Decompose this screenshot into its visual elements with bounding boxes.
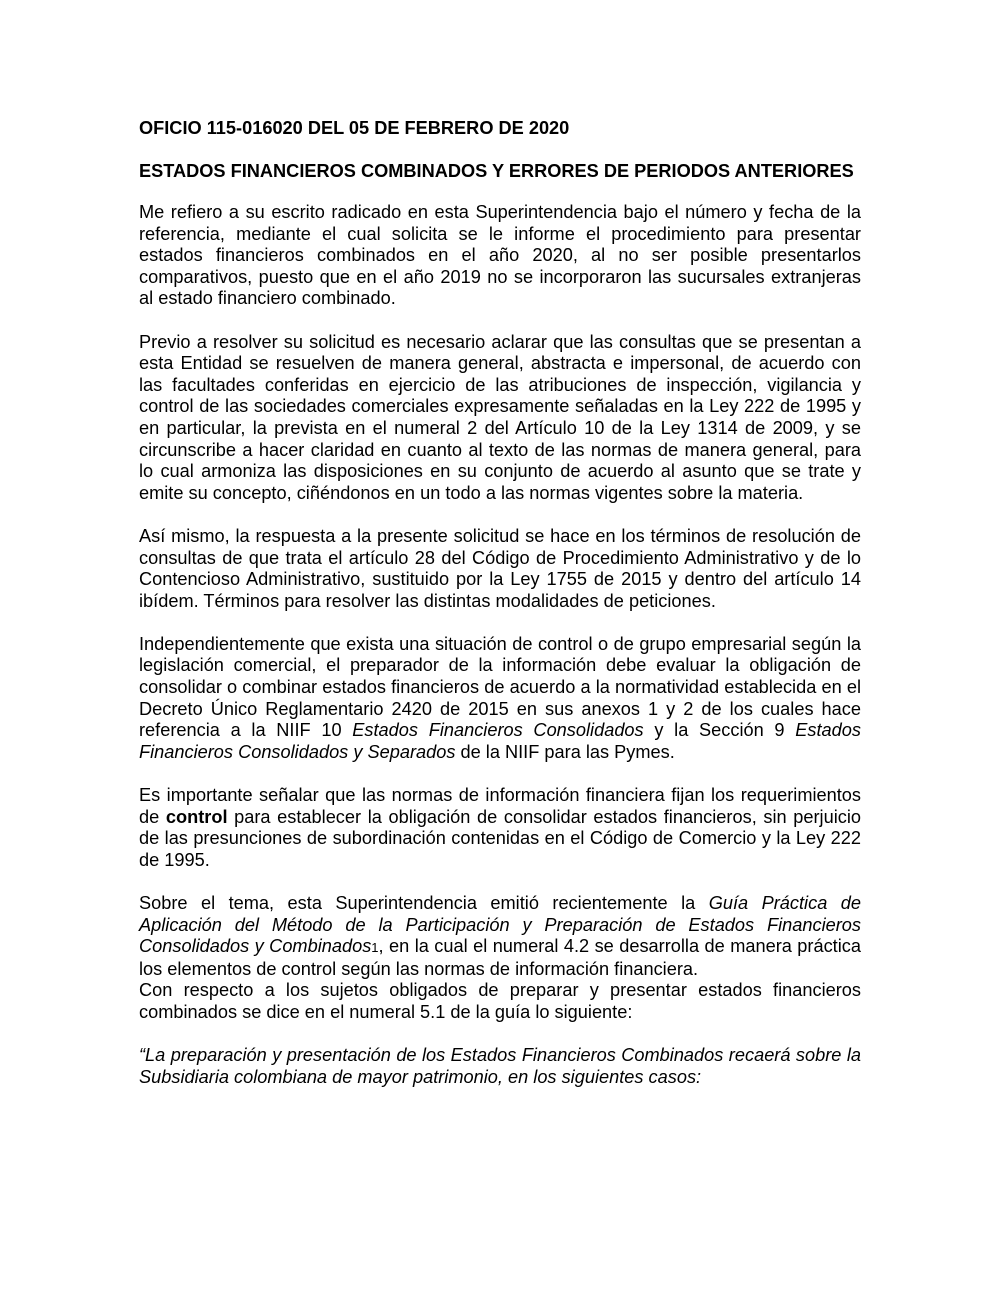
paragraph-4-text-a: Independientemente que exista una situación de control o de grupo empresarial según la legislación comercial, el preparador de la información debe evaluar la obligación de consolidar o combinar estados financieros de acuerdo a la normatividad establecida en el Decreto Único Reglamentario 2420 de 2015 en sus anexos 1 y 2 de los cuales hace referencia a la NIIF 10 bbox=[139, 633, 861, 741]
paragraph-4-text-c: y la Sección 9 bbox=[643, 720, 796, 741]
control-term: control bbox=[165, 806, 228, 827]
oficio-heading: OFICIO 115-016020 DEL 05 DE FEBRERO DE 2020 bbox=[139, 118, 570, 138]
quote-paragraph bbox=[139, 1045, 861, 1088]
paragraph-6-text-c: , en la cual el numeral 4.2 se desarrolla de manera práctica los elementos de control según las normas de información financiera. bbox=[139, 936, 861, 979]
paragraph-4-text-e: de la NIIF para las Pymes. bbox=[455, 741, 675, 762]
footnote-reference: 1 bbox=[371, 940, 379, 956]
paragraph-5 bbox=[139, 785, 861, 871]
quote-text: “La preparación y presentación de los Estados Financieros Combinados recaerá sobre la Subsidiaria colombiana de mayor patrimonio, en los siguientes casos: bbox=[139, 1045, 861, 1087]
paragraph-1: Me refiero a su escrito radicado en esta Superintendencia bajo el número y fecha de la referencia, mediante el cual solicita se le informe el procedimiento para presentar estados financieros combinados en el año 2020, al no ser posible presentarlos comparativos, puesto que en el año 2019 no se incorporaron las sucursales extranjeras al estado financiero combinado. bbox=[139, 202, 861, 309]
paragraph-2: Previo a resolver su solicitud es necesario aclarar que las consultas que se presentan a esta Entidad se resuelven de manera general, abstracta e impersonal, de acuerdo con las facultades conferidas en ejercicio de las atribuciones de inspección, vigilancia y control de las sociedades comerciales expresamente señaladas en la Ley 222 de 1995 y en particular, la prevista en el numeral 2 del Artículo 10 de la Ley 1314 de 2009, y se circunscribe a hacer claridad en cuanto al texto de las normas de manera general, para lo cual armoniza las disposiciones en su conjunto de acuerdo al asunto que se trate y emite su concepto, ciñéndonos en un todo a las normas vigentes sobre la materia. bbox=[139, 331, 861, 503]
guia-title: Guía Práctica de Aplicación del Método de la Participación y Preparación de Estados Financieros Consolidados y Combinados bbox=[139, 893, 861, 957]
paragraph-6-text-a: Sobre el tema, esta Superintendencia emitió recientemente la bbox=[139, 893, 709, 913]
paragraph-5-text-c: para establecer la obligación de consolidar estados financieros, sin perjuicio de las presunciones de subordinación contenidas en el Código de Comercio y la Ley 222 de 1995. bbox=[139, 806, 861, 870]
seccion9-title: Estados Financieros Consolidados y Separados bbox=[139, 720, 861, 762]
niif10-title: Estados Financieros Consolidados bbox=[352, 720, 644, 741]
paragraph-4 bbox=[139, 634, 861, 764]
document-page bbox=[139, 116, 861, 1110]
paragraph-7: Con respecto a los sujetos obligados de preparar y presentar estados financieros combinados se dice en el numeral 5.1 de la guía lo siguiente: bbox=[139, 980, 861, 1022]
paragraph-5-text-a: Es importante señalar que las normas de información financiera fijan los requerimientos de bbox=[139, 785, 861, 827]
paragraph-3: Así mismo, la respuesta a la presente solicitud se hace en los términos de resolución de consultas de que trata el artículo 28 del Código de Procedimiento Administrativo y de lo Contencioso Administrativo, sustituido por la Ley 1755 de 2015 y dentro del artículo 14 ibídem. Términos para resolver las distintas modalidades de peticiones. bbox=[139, 525, 861, 611]
subject-heading: ESTADOS FINANCIEROS COMBINADOS Y ERRORES DE PERIODOS ANTERIORES bbox=[139, 161, 854, 181]
paragraph-6 bbox=[139, 893, 861, 980]
